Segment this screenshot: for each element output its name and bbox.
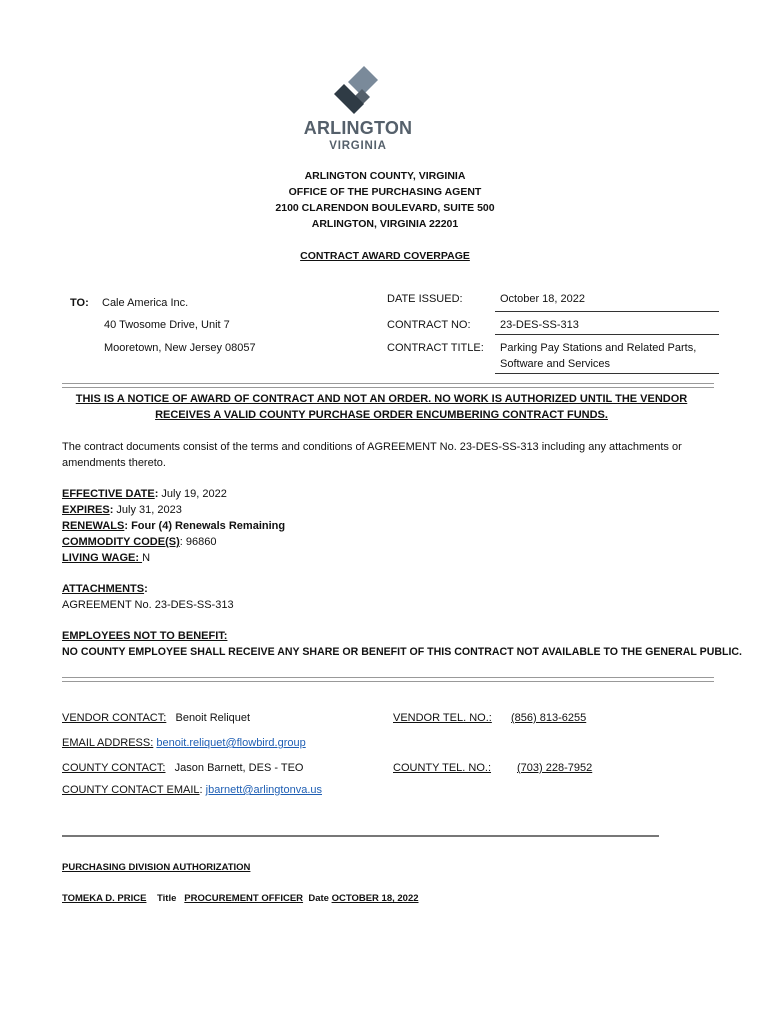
employees-text: NO COUNTY EMPLOYEE SHALL RECEIVE ANY SHARE OR BENEFIT OF THIS CONTRACT NOT AVAILABLE TO THE GENERAL PUBLIC. [62,646,743,658]
county-email-link[interactable]: jbarnett@arlingtonva.us [205,784,322,796]
date-label: Date [308,893,329,904]
renewals-value: : Four (4) Renewals Remaining [124,520,286,532]
county-contact [62,761,303,776]
living-wage-value: N [142,552,151,564]
employees-label: EMPLOYEES NOT TO BENEFIT: [62,630,228,642]
section-divider-3 [62,835,659,837]
header-line-4: ARLINGTON, VIRGINIA 22201 [311,218,459,230]
body-line-2: amendments thereto. [62,457,166,469]
living-wage [62,551,150,566]
contract-title-underline [495,373,719,374]
date-issued-label: DATE ISSUED: [387,293,463,305]
header-line-3: 2100 CLARENDON BOULEVARD, SUITE 500 [275,202,495,214]
attachments-heading: ATTACHMENTS: [62,583,148,595]
vendor-contact-value: Benoit Reliquet [175,712,251,724]
date-issued-value: October 18, 2022 [500,293,586,305]
logo-subtitle: VIRGINIA [329,140,387,152]
to-label: TO: [70,297,89,309]
notice-line-1: THIS IS A NOTICE OF AWARD OF CONTRACT AND NOT AN ORDER. NO WORK IS AUTHORIZED UNTIL THE VENDOR [75,393,688,405]
expires: EXPIRES: July 31, 2023 [62,504,182,516]
title-value: PROCUREMENT OFFICER [184,893,304,904]
header-line-2: OFFICE OF THE PURCHASING AGENT [288,186,482,198]
renewals-label: RENEWALS [62,520,125,532]
vendor-name: Cale America Inc. [102,297,189,309]
commodity-code-label: COMMODITY CODE(S) [62,536,180,548]
effective-date-label: EFFECTIVE DATE [62,488,155,500]
county-tel-value: (703) 228-7952 [517,762,593,774]
county-tel-label: COUNTY TEL. NO.: [393,762,492,774]
vendor-address-2: Mooretown, New Jersey 08057 [104,342,256,354]
vendor-contact [62,711,250,726]
logo-name: ARLINGTON [303,118,413,138]
vendor-tel-label: VENDOR TEL. NO.: [393,712,492,724]
date-value: OCTOBER 18, 2022 [331,893,419,904]
title-label: Title [157,893,177,904]
county-contact-email: COUNTY CONTACT EMAIL: jbarnett@arlingtonva.us [62,784,322,796]
contract-title-label: CONTRACT TITLE: [387,342,484,354]
email-address [62,736,306,751]
header-line-1: ARLINGTON COUNTY, VIRGINIA [304,170,466,182]
date-underline [495,311,719,312]
county-contact-label: COUNTY CONTACT: [62,762,166,774]
vendor-tel-value: (856) 813-6255 [511,712,587,724]
notice-line-2: RECEIVES A VALID COUNTY PURCHASE ORDER ENCUMBERING CONTRACT FUNDS. [155,409,608,421]
authorization-heading: PURCHASING DIVISION AUTHORIZATION [62,862,251,873]
effective-date-value: July 19, 2022 [158,488,227,500]
expires-label: EXPIRES [62,504,110,516]
authorization-signature-line [62,892,419,905]
commodity-code-value: : 96860 [179,536,217,548]
expires-value: July 31, 2023 [113,504,182,516]
contract-title-line-1: Parking Pay Stations and Related Parts, [500,342,697,354]
vendor-email-link[interactable]: benoit.reliquet@flowbird.group [156,737,306,749]
contract-no-label: CONTRACT NO: [387,319,471,331]
living-wage-label: LIVING WAGE: [62,552,143,564]
county-contact-value: Jason Barnett, DES - TEO [174,762,304,774]
attachments-label: ATTACHMENTS [62,583,145,595]
renewals [62,519,285,534]
vendor-contact-label: VENDOR CONTACT: [62,712,167,724]
effective-date: EFFECTIVE DATE: July 19, 2022 [62,488,227,500]
page-title: CONTRACT AWARD COVERPAGE [300,250,470,262]
section-divider-1 [62,383,714,388]
contract-no-underline [495,334,719,335]
section-divider-2 [62,677,714,682]
arlington-diamond-icon [330,66,386,116]
county-email-label: COUNTY CONTACT EMAIL [62,784,200,796]
contract-title-line-2: Software and Services [500,358,611,370]
email-address-label: EMAIL ADDRESS: [62,737,154,749]
commodity-code [62,535,216,550]
contract-no-value: 23-DES-SS-313 [500,319,579,331]
body-line-1: The contract documents consist of the terms and conditions of AGREEMENT No. 23-DES-SS-313 including any attachments or [62,441,682,453]
officer-name: TOMEKA D. PRICE [62,893,147,904]
attachments-value: AGREEMENT No. 23-DES-SS-313 [62,599,234,611]
vendor-address-1: 40 Twosome Drive, Unit 7 [104,319,230,331]
